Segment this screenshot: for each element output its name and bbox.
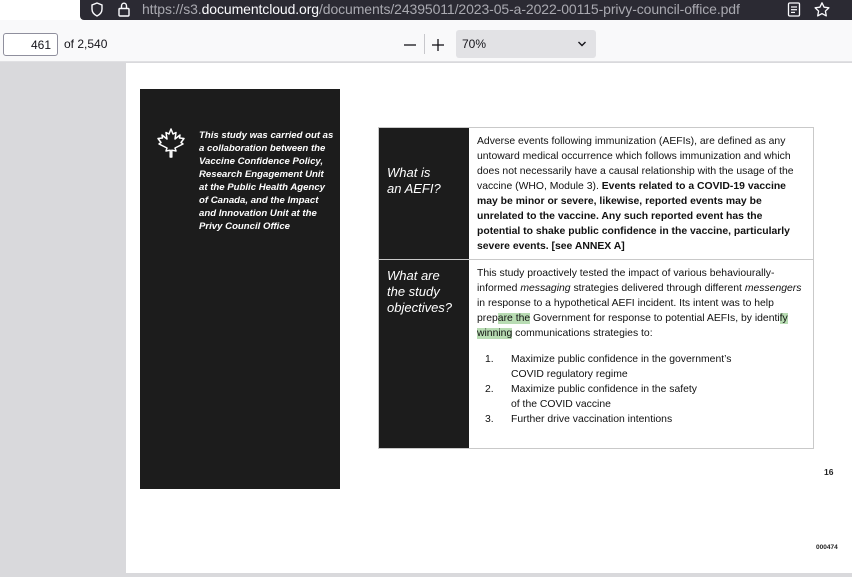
row-label bbox=[387, 165, 467, 197]
page-number: 16 bbox=[824, 467, 834, 477]
list-text: Maximize public confidence in the safety bbox=[511, 384, 697, 395]
row-label-line: the study bbox=[387, 284, 440, 299]
list-item bbox=[477, 412, 805, 427]
row-label-cell bbox=[379, 260, 469, 448]
text-emphasis: messengers bbox=[744, 283, 802, 294]
collaboration-panel bbox=[140, 89, 340, 489]
document-id: 000474 bbox=[816, 544, 838, 551]
pdf-viewer[interactable] bbox=[0, 63, 852, 577]
address-bar[interactable] bbox=[80, 0, 852, 20]
row-label-cell bbox=[379, 128, 469, 259]
row-label-line: objectives? bbox=[387, 300, 453, 315]
row-body-cell bbox=[469, 128, 813, 259]
url-prefix: https://s3. bbox=[142, 1, 202, 17]
lock-icon[interactable] bbox=[117, 1, 131, 18]
table-row bbox=[379, 260, 813, 448]
list-number: 3. bbox=[485, 414, 494, 425]
bookmark-star-icon[interactable] bbox=[813, 1, 831, 18]
url-path: /documents/24395011/2023-05-a-2022-00115-privy-council-office.pdf bbox=[319, 1, 740, 17]
text-emphasis: messaging bbox=[520, 283, 571, 294]
maple-leaf-icon bbox=[154, 127, 188, 159]
objectives-list bbox=[477, 352, 805, 427]
row-body-cell bbox=[469, 260, 813, 448]
aefi-definition: Adverse events following immunization (AEFIs), are defined as any untoward medical occurrence which follows immunization and which does not necessarily have a causal relationship with the usage of the vaccine (WHO, Module 3). bbox=[477, 136, 794, 192]
browser-url-bar bbox=[0, 0, 852, 20]
text-span: strategies delivered through different bbox=[573, 283, 742, 294]
list-number: 1. bbox=[485, 354, 494, 365]
list-text: COVID regulatory regime bbox=[511, 369, 628, 380]
text-span: in response to a hypothetical AEFI incident. Its intent was to help prep bbox=[477, 298, 774, 324]
row-label-line: an AEFI? bbox=[387, 181, 441, 196]
pdf-toolbar bbox=[0, 20, 852, 62]
shield-icon[interactable] bbox=[89, 1, 105, 18]
reader-view-icon[interactable] bbox=[786, 1, 802, 18]
zoom-out-icon[interactable] bbox=[400, 35, 420, 55]
aefi-bold-statement: Events related to a COVID-19 vaccine may be minor or severe, likewise, reported events may be unrelated to the vaccine. Any such reported event has the potential to shake public confidence in the vaccine, particularly severe events. [see ANNEX A] bbox=[477, 181, 790, 252]
highlighted-text: are the bbox=[497, 313, 531, 324]
row-label-line: What is bbox=[387, 165, 431, 180]
list-text: Maximize public confidence in the government’s bbox=[511, 354, 732, 365]
highlighted-text: fy winning bbox=[477, 313, 788, 339]
url-host: documentcloud.org bbox=[201, 1, 319, 17]
list-item bbox=[477, 382, 805, 412]
row-label bbox=[387, 268, 467, 316]
pdf-page bbox=[126, 63, 852, 573]
list-text: Further drive vaccination intentions bbox=[511, 414, 673, 425]
collaboration-text: This study was carried out as a collaboration between the Vaccine Confidence Policy, Research Engagement Unit at the Public Health Agency of Canada, and the Impact and Innovation Unit at the Privy Council Office bbox=[199, 130, 334, 232]
zoom-value: 70% bbox=[462, 37, 487, 51]
zoom-separator bbox=[424, 34, 425, 54]
table-row bbox=[379, 128, 813, 260]
list-item bbox=[477, 352, 805, 382]
list-text: of the COVID vaccine bbox=[511, 399, 611, 410]
text-span: communications strategies to: bbox=[515, 328, 653, 339]
page-count: of 2,540 bbox=[64, 37, 108, 51]
row-label-line: What are bbox=[387, 268, 440, 283]
objectives-paragraph bbox=[477, 266, 805, 341]
zoom-select[interactable] bbox=[456, 30, 596, 58]
text-span: This study proactively tested the impact of various behaviourally-informed bbox=[477, 268, 775, 294]
zoom-in-icon[interactable] bbox=[428, 35, 448, 55]
list-number: 2. bbox=[485, 384, 494, 395]
page-number-input[interactable] bbox=[3, 33, 58, 56]
url-text[interactable] bbox=[142, 1, 740, 18]
text-span: Government for response to potential AEFIs, by identi bbox=[533, 313, 780, 324]
info-table bbox=[378, 127, 814, 449]
chevron-down-icon bbox=[576, 38, 588, 50]
